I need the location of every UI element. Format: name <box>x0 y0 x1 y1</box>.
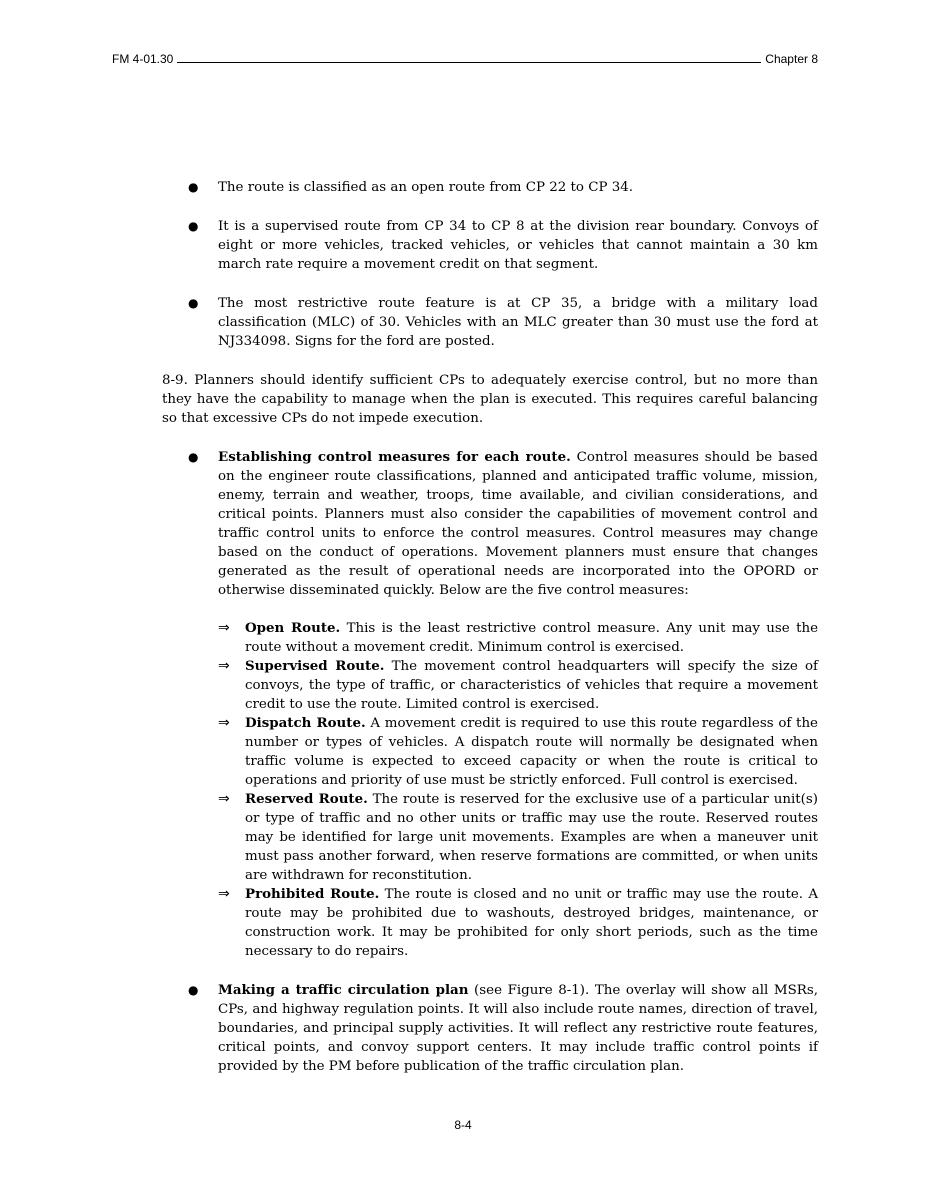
control-measures-title: Establishing control measures for each route. <box>218 449 571 465</box>
control-measure-term: Reserved Route. <box>245 791 368 807</box>
page-number: 8-4 <box>454 1118 472 1132</box>
control-measure-open-route <box>218 619 818 657</box>
list-item <box>162 217 818 274</box>
control-measure-text: The route is reserved for the exclusive use of a particular unit(s) or type of traffic and no other units or traffic may use the route. Reserved routes may be identified for large unit movements. Examples are when a maneuver unit must pass another forward, when reserve formations are committed, or when units are withdrawn for reconstitution. <box>245 792 818 883</box>
route-details-list <box>162 178 818 351</box>
bullet-icon: ● <box>188 180 199 194</box>
header-chapter: Chapter 8 <box>765 52 818 66</box>
header-manual-number: FM 4-01.30 <box>112 52 174 66</box>
double-arrow-icon: ⇒ <box>218 658 230 674</box>
circulation-plan-item <box>162 981 818 1076</box>
double-arrow-icon: ⇒ <box>218 886 230 902</box>
list-item-text: The route is classified as an open route from CP 22 to CP 34. <box>218 180 634 195</box>
control-measure-supervised-route <box>218 657 818 714</box>
bullet-icon: ● <box>188 450 199 464</box>
control-measure-reserved-route <box>218 790 818 885</box>
control-measure-dispatch-route <box>218 714 818 790</box>
control-measure-term: Supervised Route. <box>245 658 385 674</box>
double-arrow-icon: ⇒ <box>218 620 230 636</box>
list-item-text: The most restrictive route feature is at CP 35, a bridge with a military load classification (MLC) of 30. Vehicles with an MLC greater than 30 must use the ford at NJ334098. Signs for the ford are posted. <box>218 296 818 349</box>
control-measure-term: Open Route. <box>245 620 341 636</box>
planning-tasks-list <box>162 448 818 1076</box>
body-text <box>162 178 818 1076</box>
paragraph-8-9: 8-9. Planners should identify sufficient CPs to adequately exercise control, but no more than they have the capability to manage when the plan is executed. This requires careful balancing so that excessive CPs do not impede execution. <box>162 373 818 426</box>
control-measure-text: The movement control headquarters will specify the size of convoys, the type of traffic, or characteristics of vehicles that require a movement credit to use the route. Limited control is exercised. <box>245 659 818 712</box>
control-measure-text: The route is closed and no unit or traffic may use the route. A route may be prohibited due to washouts, destroyed bridges, maintenance, or construction work. It may be prohibited for only short periods, such as the time necessary to do repairs. <box>245 887 818 959</box>
header-rule <box>177 62 761 63</box>
control-measures-list <box>218 619 818 961</box>
control-measure-term: Dispatch Route. <box>245 715 366 731</box>
control-measures-text: Control measures should be based on the engineer route classifications, planned and anticipated traffic volume, mission, enemy, terrain and weather, troops, time available, and civilian considerations, and critical points. Planners must also consider the capabilities of movement control and traffic control units to enforce the control measures. Control measures may change based on the conduct of operations. Movement planners must ensure that changes generated as the result of operational needs are incorporated into the OPORD or otherwise disseminated quickly. Below are the five control measures: <box>218 450 818 598</box>
list-item <box>162 294 818 351</box>
double-arrow-icon: ⇒ <box>218 791 230 807</box>
bullet-icon: ● <box>188 219 199 233</box>
control-measure-text: This is the least restrictive control measure. Any unit may use the route without a movement credit. Minimum control is exercised. <box>245 621 819 655</box>
bullet-icon: ● <box>188 296 199 310</box>
circulation-plan-title: Making a traffic circulation plan <box>218 982 469 998</box>
list-item-text: It is a supervised route from CP 34 to CP 8 at the division rear boundary. Convoys of eight or more vehicles, tracked vehicles, or vehicles that cannot maintain a 30 km march rate require a movement credit on that segment. <box>218 219 818 272</box>
list-item <box>162 178 818 197</box>
control-measure-term: Prohibited Route. <box>245 886 380 902</box>
running-header <box>112 52 818 66</box>
control-measure-prohibited-route <box>218 885 818 961</box>
bullet-icon: ● <box>188 983 199 997</box>
double-arrow-icon: ⇒ <box>218 715 230 731</box>
control-measure-text: A movement credit is required to use this route regardless of the number or types of vehicles. A dispatch route will normally be designated when traffic volume is expected to exceed capacity or when the route is critical to operations and priority of use must be strictly enforced. Full control is exercised. <box>245 716 818 788</box>
control-measures-item <box>162 448 818 961</box>
circulation-plan-text: (see Figure 8-1). The overlay will show all MSRs, CPs, and highway regulation points. It will also include route names, direction of travel, boundaries, and principal supply activities. It will reflect any restrictive route features, critical points, and convoy support centers. It may include traffic control points if provided by the PM before publication of the traffic circulation plan. <box>218 983 818 1074</box>
